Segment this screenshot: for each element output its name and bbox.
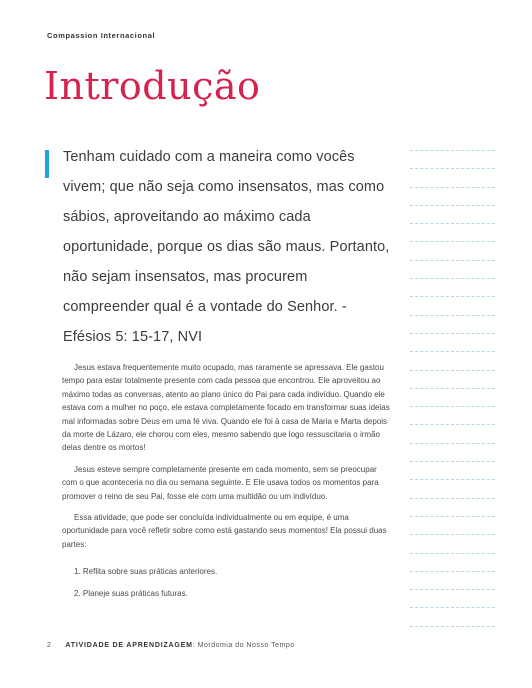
paragraph-1: Jesus estava frequentemente muito ocupado, mas raramente se apressava. Ele gastou tempo para estar totalmente presente com cada pessoa que encontrou. Ele aproveitou ao máximo todas as conversas, atento ao plano único do Pai para cada indivíduo. Quando ele estava com a mulher no poço, ele estava completamente focado em transformar suas ideias mal informadas sobre Deus em uma fé viva. Quando ele foi à casa de Maria e Marta depois da morte de Lázaro, ele chorou com eles, mesmo sabendo que logo ressuscitaria o irmão delas dentre os mortos! (62, 363, 390, 453)
note-line (410, 406, 495, 407)
note-line (410, 571, 495, 572)
quote-accent-bar (45, 150, 49, 178)
note-line (410, 260, 495, 261)
note-line (410, 315, 495, 316)
note-line (410, 370, 495, 371)
note-line (410, 534, 495, 535)
note-line (410, 278, 495, 279)
note-line (410, 168, 495, 169)
note-line (410, 187, 495, 188)
list-item: 1. Reflita sobre suas práticas anteriores. (74, 567, 218, 577)
list-item: 2. Planeje suas práticas futuras. (74, 588, 188, 598)
body-text (62, 361, 392, 608)
page-number: 2 (47, 642, 52, 649)
org-header: Compassion Internacional (47, 31, 156, 40)
note-line (410, 516, 495, 517)
activity-parts-list (62, 565, 392, 600)
footer-subtitle: : Mordomia do Nosso Tempo (192, 642, 295, 649)
note-line (410, 223, 495, 224)
note-line (410, 388, 495, 389)
note-line (410, 333, 495, 334)
note-line (410, 150, 495, 151)
note-line (410, 626, 495, 627)
note-line (410, 607, 495, 608)
page-title: Introdução (44, 64, 261, 108)
note-line (410, 205, 495, 206)
note-line (410, 424, 495, 425)
note-line (410, 241, 495, 242)
note-line (410, 498, 495, 499)
note-line (410, 553, 495, 554)
footer-activity: ATIVIDADE DE APRENDIZAGEM (65, 642, 193, 649)
note-line (410, 461, 495, 462)
note-line (410, 351, 495, 352)
quote-text: Tenham cuidado com a maneira como vocês vivem; que não seja como insensatos, mas como sábios, aproveitando ao máximo cada oportunidade, porque os dias são maus. Portanto, não sejam insensatos, mas procurem compreender qual é a vontade do Senhor. - Efésios 5: 15-17, NVI (63, 149, 390, 345)
notes-lines (410, 150, 495, 644)
scripture-quote (63, 142, 398, 352)
note-line (410, 479, 495, 480)
paragraph-3: Essa atividade, que pode ser concluída individualmente ou em equipe, é uma oportunidade para você refletir sobre como está gastando seus momentos! Ela possui duas partes: (62, 513, 387, 549)
note-line (410, 296, 495, 297)
page-footer (47, 642, 295, 649)
paragraph-2: Jesus esteve sempre completamente presente em cada momento, sem se preocupar com o que aconteceria no dia ou semana seguinte. E Ele usava todos os momentos para promover o reino de seu Pai, fosse ele com uma multidão ou um indivíduo. (62, 464, 379, 501)
note-line (410, 443, 495, 444)
note-line (410, 589, 495, 590)
